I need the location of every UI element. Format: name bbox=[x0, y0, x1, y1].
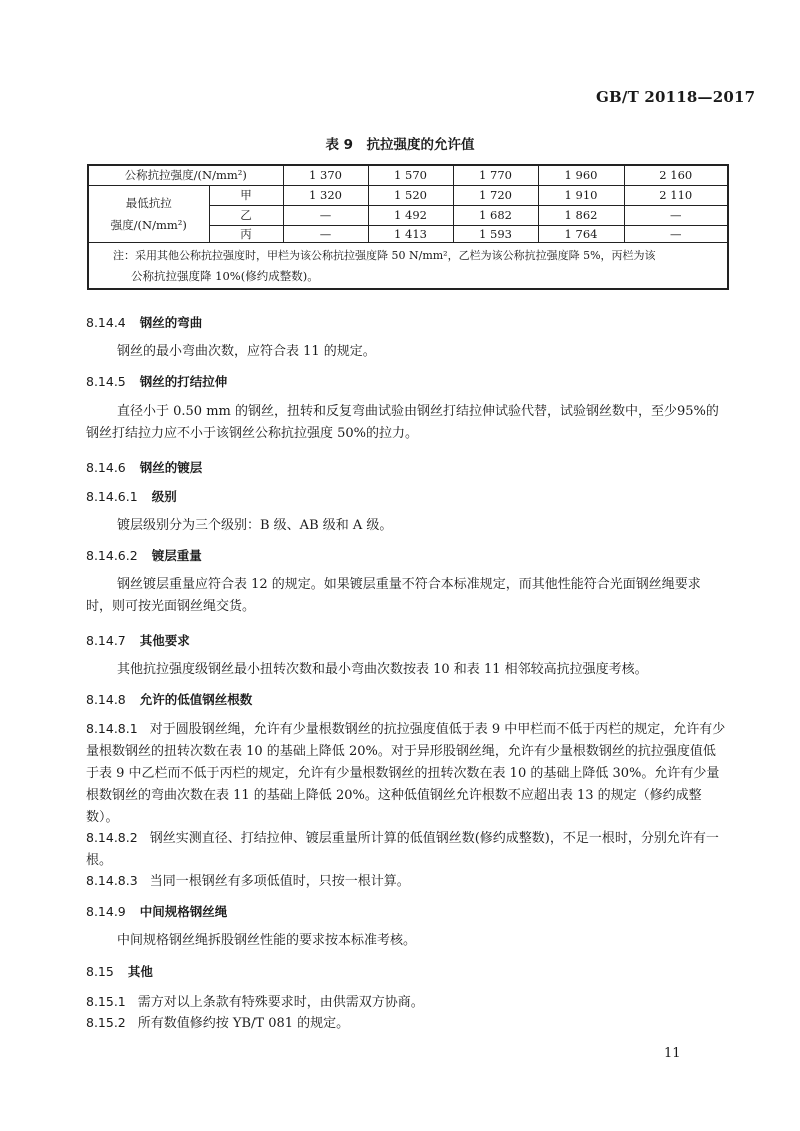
page-number: 11 bbox=[664, 1046, 681, 1061]
section-number: 8.14.6.2 bbox=[86, 548, 138, 563]
section-heading-8-14-6-2 bbox=[86, 546, 202, 564]
section-title: 镀层重量 bbox=[151, 548, 202, 563]
clause-number: 8.14.8.1 bbox=[86, 721, 138, 736]
grade-cell: 甲 bbox=[209, 186, 283, 206]
section-heading-8-14-6-1 bbox=[86, 487, 177, 505]
table-row-nominal bbox=[88, 165, 728, 186]
clause-8-14-8-3 bbox=[86, 870, 726, 893]
section-heading-8-14-8 bbox=[86, 690, 252, 708]
table-cell: 1 960 bbox=[538, 165, 624, 186]
clause-number: 8.14.8.3 bbox=[86, 873, 138, 888]
section-title: 允许的低值钢丝根数 bbox=[139, 692, 253, 707]
clause-text: 对于圆股钢丝绳，允许有少量根数钢丝的抗拉强度值低于表 9 中甲栏而不低于丙栏的规定，允许有少量根数钢丝的扭转次数在表 10 的基础上降低 20%。对于异形股钢丝绳，允许有少量根数钢丝的抗拉强度值低于表 9 中乙栏而不低于丙栏的规定，允许有少量根数钢丝的扭转次数在表 10 的基础上降低 30%。允许有少量根数钢丝的弯曲次数在表 11 的基础上降低 20%。这种低值钢丝允许根数不应超出表 13 的规定（修约成整数）。 bbox=[86, 722, 726, 825]
paragraph: 直径小于 0.50 mm 的钢丝，扭转和反复弯曲试验由钢丝打结拉伸试验代替，试验钢丝数中，至少95%的钢丝打结拉力应不小于该钢丝公称抗拉强度 50%的拉力。 bbox=[86, 404, 719, 441]
clause-8-15-2 bbox=[86, 1012, 726, 1035]
clause-8-14-8-1 bbox=[86, 718, 726, 829]
table-cell: 1 682 bbox=[453, 206, 538, 226]
paragraph: 其他抗拉强度级钢丝最小扭转次数和最小弯曲次数按表 10 和表 11 相邻较高抗拉强度考核。 bbox=[117, 662, 648, 677]
section-title: 中间规格钢丝绳 bbox=[139, 904, 228, 919]
clause-8-15-1 bbox=[86, 991, 726, 1014]
table-cell: — bbox=[624, 226, 728, 243]
section-heading-8-14-4 bbox=[86, 313, 202, 331]
grade-cell: 乙 bbox=[209, 206, 283, 226]
table-cell: 2 160 bbox=[624, 165, 728, 186]
section-number: 8.14.6.1 bbox=[86, 489, 138, 504]
clause-number: 8.15.2 bbox=[86, 1015, 126, 1030]
section-number: 8.14.7 bbox=[86, 633, 126, 648]
table-row-note bbox=[88, 243, 728, 290]
table-cell: — bbox=[624, 206, 728, 226]
section-heading-8-15 bbox=[86, 962, 153, 980]
clause-number: 8.14.8.2 bbox=[86, 830, 138, 845]
table-cell: — bbox=[283, 206, 368, 226]
nominal-label: 公称抗拉强度/(N/mm²) bbox=[88, 165, 283, 186]
section-heading-8-14-7 bbox=[86, 631, 190, 649]
table-cell: 1 593 bbox=[453, 226, 538, 243]
table-cell: — bbox=[283, 226, 368, 243]
note-line-2: 公称抗拉强度降 10%(修约成整数)。 bbox=[131, 269, 319, 283]
standard-code: GB/T 20118—2017 bbox=[596, 88, 756, 106]
paragraph: 镀层级别分为三个级别：B 级、AB 级和 A 级。 bbox=[117, 518, 393, 533]
section-title: 其他要求 bbox=[139, 633, 190, 648]
clause-number: 8.15.1 bbox=[86, 994, 126, 1009]
section-number: 8.15 bbox=[86, 964, 114, 979]
section-heading-8-14-6 bbox=[86, 458, 202, 476]
paragraph: 钢丝的最小弯曲次数，应符合表 11 的规定。 bbox=[117, 344, 376, 359]
section-number: 8.14.5 bbox=[86, 374, 126, 389]
clause-text: 所有数值修约按 YB/T 081 的规定。 bbox=[137, 1016, 350, 1031]
table-cell: 1 764 bbox=[538, 226, 624, 243]
table-cell: 2 110 bbox=[624, 186, 728, 206]
section-title: 级别 bbox=[151, 489, 177, 504]
clause-8-14-8-2 bbox=[86, 827, 726, 872]
table-caption: 表 9 抗拉强度的允许值 bbox=[325, 137, 475, 153]
clause-text: 钢丝实测直径、打结拉伸、镀层重量所计算的低值钢丝数(修约成整数)，不足一根时，分别允许有一根。 bbox=[86, 831, 719, 868]
note-line-1: 注：采用其他公称抗拉强度时，甲栏为该公称抗拉强度降 50 N/mm²，乙栏为该公称抗拉强度降 5%，丙栏为该 bbox=[113, 249, 656, 262]
table-row-jia bbox=[88, 186, 728, 206]
min-strength-label bbox=[88, 186, 209, 243]
section-number: 8.14.4 bbox=[86, 315, 126, 330]
table-cell: 1 492 bbox=[368, 206, 453, 226]
section-number: 8.14.9 bbox=[86, 904, 126, 919]
min-label-line1: 最低抗拉 bbox=[125, 196, 172, 210]
paragraph: 钢丝镀层重量应符合表 12 的规定。如果镀层重量不符合本标准规定，而其他性能符合光面钢丝绳要求时，则可按光面钢丝绳交货。 bbox=[86, 577, 701, 614]
section-heading-8-14-5 bbox=[86, 372, 227, 390]
table-9 bbox=[87, 164, 729, 290]
section-title: 钢丝的弯曲 bbox=[139, 315, 203, 330]
table-cell: 1 862 bbox=[538, 206, 624, 226]
table-cell: 1 520 bbox=[368, 186, 453, 206]
paragraph: 中间规格钢丝绳拆股钢丝性能的要求按本标准考核。 bbox=[117, 933, 417, 948]
table-cell: 1 720 bbox=[453, 186, 538, 206]
table-cell: 1 320 bbox=[283, 186, 368, 206]
clause-text: 当同一根钢丝有多项低值时，只按一根计算。 bbox=[149, 874, 410, 889]
table-cell: 1 570 bbox=[368, 165, 453, 186]
grade-cell: 丙 bbox=[209, 226, 283, 243]
table-cell: 1 910 bbox=[538, 186, 624, 206]
table-note bbox=[88, 243, 728, 290]
section-title: 钢丝的镀层 bbox=[139, 460, 203, 475]
table-cell: 1 770 bbox=[453, 165, 538, 186]
section-title: 其他 bbox=[127, 964, 153, 979]
table-cell: 1 370 bbox=[283, 165, 368, 186]
min-label-line2: 强度/(N/mm²) bbox=[110, 218, 187, 232]
section-title: 钢丝的打结拉伸 bbox=[139, 374, 228, 389]
section-number: 8.14.6 bbox=[86, 460, 126, 475]
section-number: 8.14.8 bbox=[86, 692, 126, 707]
table-cell: 1 413 bbox=[368, 226, 453, 243]
clause-text: 需方对以上条款有特殊要求时，由供需双方协商。 bbox=[137, 995, 424, 1010]
section-heading-8-14-9 bbox=[86, 902, 227, 920]
